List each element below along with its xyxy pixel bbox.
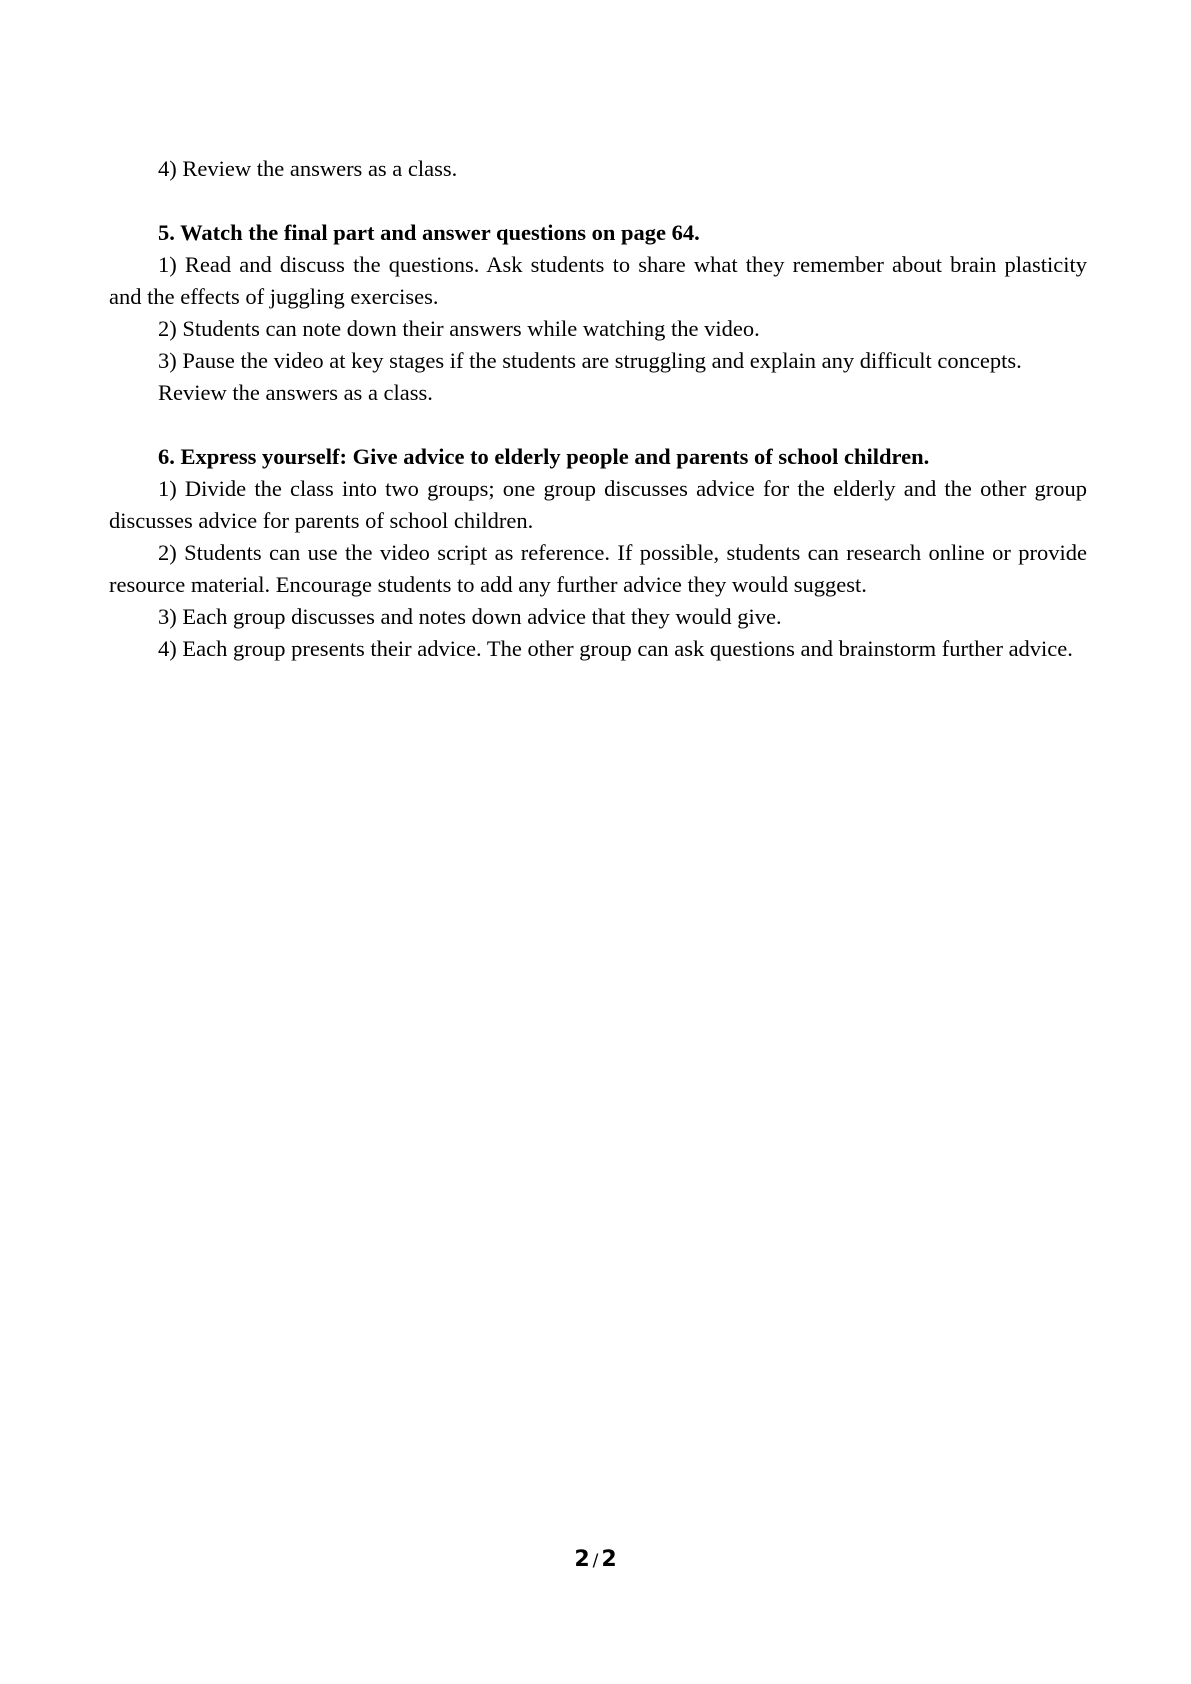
- section-step: Review the answers as a class.: [158, 380, 433, 405]
- section-step: 2) Students can note down their answers while watching the video.: [158, 316, 760, 341]
- page-number: [0, 1546, 1191, 1575]
- section-step: 1) Read and discuss the questions. Ask students to share what they remember about brain plasticity and the effects of juggling exercises.: [109, 252, 1087, 309]
- total-pages-number: 2: [601, 1547, 617, 1572]
- page-separator: /: [592, 1551, 599, 1571]
- section-heading: 5. Watch the final part and answer questions on page 64.: [158, 220, 700, 245]
- section-step: 3) Pause the video at key stages if the students are struggling and explain any difficult concepts.: [158, 348, 1022, 373]
- current-page-number: 2: [574, 1547, 590, 1572]
- section-step: 3) Each group discusses and notes down advice that they would give.: [158, 604, 782, 629]
- document-body: [109, 153, 1087, 665]
- section-step: 4) Each group presents their advice. The other group can ask questions and brainstorm further advice.: [158, 636, 1073, 661]
- intro-step: 4) Review the answers as a class.: [158, 156, 458, 181]
- section-6: [109, 441, 1087, 665]
- section-step: 2) Students can use the video script as reference. If possible, students can research online or provide resource material. Encourage students to add any further advice they would suggest.: [109, 540, 1087, 597]
- section-step: 1) Divide the class into two groups; one group discusses advice for the elderly and the other group discusses advice for parents of school children.: [109, 476, 1087, 533]
- section-5: [109, 217, 1087, 409]
- section-heading: 6. Express yourself: Give advice to elderly people and parents of school children.: [158, 444, 930, 469]
